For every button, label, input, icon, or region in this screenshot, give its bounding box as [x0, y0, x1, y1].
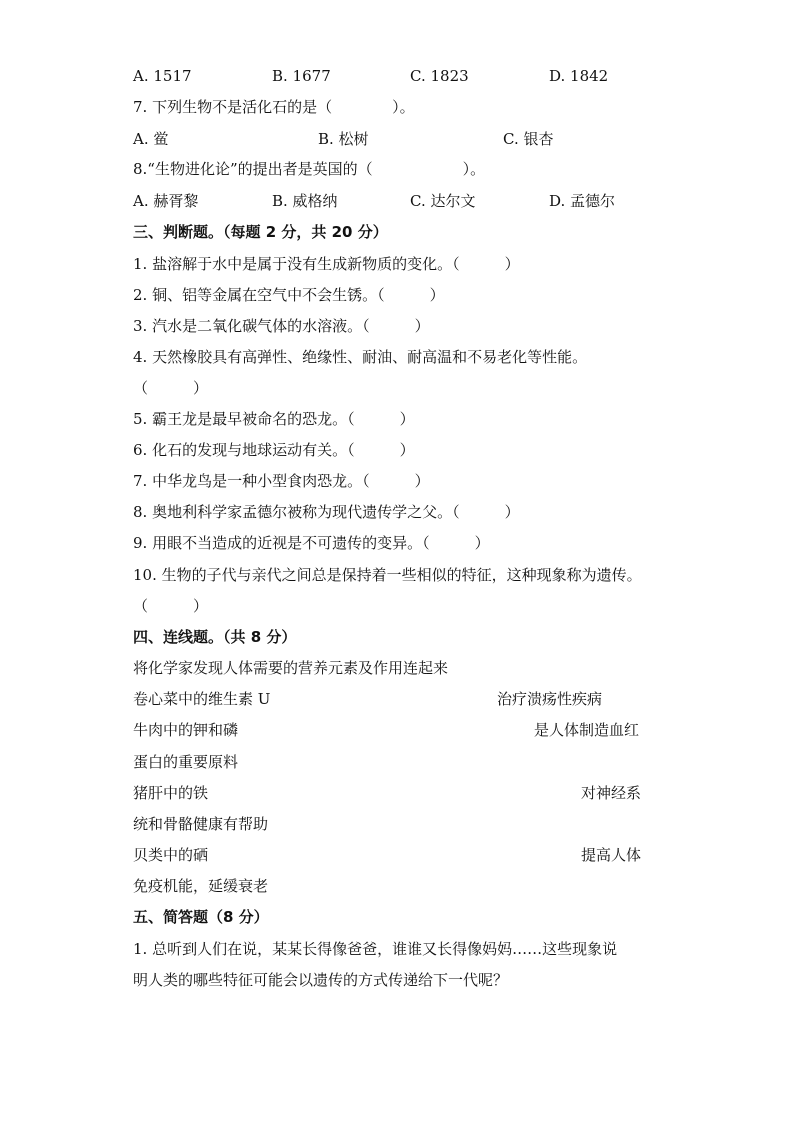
q8-option-c: C. 达尔文 — [410, 192, 476, 210]
tf-item-2: 2. 铜、铝等金属在空气中不会生锈。（ ） — [133, 286, 445, 304]
section4-heading: 四、连线题。（共 8 分） — [133, 628, 297, 646]
tf-item-5: 5. 霸王龙是最早被命名的恐龙。（ ） — [133, 410, 415, 428]
match-right-3-wrap: 统和骨骼健康有帮助 — [133, 815, 269, 833]
tf-item-6: 6. 化石的发现与地球运动有关。（ ） — [133, 441, 415, 459]
tf-item-3: 3. 汽水是二氧化碳气体的水溶液。（ ） — [133, 317, 430, 335]
matching-instruction: 将化学家发现人体需要的营养元素及作用连起来 — [133, 659, 449, 677]
q6-option-c: C. 1823 — [410, 67, 469, 85]
q7-option-c: C. 银杏 — [503, 130, 554, 148]
match-right-4: 提高人体 — [581, 846, 642, 864]
q7-question: 7. 下列生物不是活化石的是（ ）。 — [133, 98, 415, 116]
q7-option-a: A. 鲎 — [133, 130, 169, 148]
section3-heading: 三、判断题。（每题 2 分，共 20 分） — [133, 223, 388, 241]
match-left-3: 猪肝中的铁 — [133, 784, 209, 802]
tf-item-1: 1. 盐溶解于水中是属于没有生成新物质的变化。（ ） — [133, 255, 520, 273]
tf-item-8: 8. 奥地利科学家孟德尔被称为现代遗传学之父。（ ） — [133, 503, 520, 521]
tf-item-10: 10. 生物的子代与亲代之间总是保持着一些相似的特征，这种现象称为遗传。 — [133, 566, 642, 584]
match-right-1: 治疗溃疡性疾病 — [497, 690, 603, 708]
tf-item-9: 9. 用眼不当造成的近视是不可遗传的变异。（ ） — [133, 534, 490, 552]
tf-item-10-blank: （ ） — [133, 597, 209, 615]
q8-question: 8.“生物进化论”的提出者是英国的（ ）。 — [133, 160, 486, 178]
q8-option-b: B. 威格纳 — [272, 192, 338, 210]
match-left-2: 牛肉中的钾和磷 — [133, 721, 239, 739]
short-answer-q1-line1: 1. 总听到人们在说，某某长得像爸爸，谁谁又长得像妈妈……这些现象说 — [133, 940, 618, 958]
tf-item-4-blank: （ ） — [133, 379, 209, 397]
q6-option-d: D. 1842 — [549, 67, 609, 85]
q8-option-d: D. 孟德尔 — [549, 192, 616, 210]
short-answer-q1-line2: 明人类的哪些特征可能会以遗传的方式传递给下一代呢？ — [133, 971, 509, 989]
match-left-1: 卷心菜中的维生素 U — [133, 690, 271, 708]
q6-option-b: B. 1677 — [272, 67, 331, 85]
match-right-2: 是人体制造血红 — [534, 721, 640, 739]
section5-heading: 五、简答题（8 分） — [133, 908, 269, 926]
match-right-4-wrap: 免疫机能，延缓衰老 — [133, 877, 269, 895]
match-right-3: 对神经系 — [581, 784, 642, 802]
tf-item-7: 7. 中华龙鸟是一种小型食肉恐龙。（ ） — [133, 472, 430, 490]
q6-option-a: A. 1517 — [133, 67, 192, 85]
q7-option-b: B. 松树 — [318, 130, 369, 148]
match-right-2-wrap: 蛋白的重要原料 — [133, 753, 239, 771]
q8-option-a: A. 赫胥黎 — [133, 192, 199, 210]
tf-item-4: 4. 天然橡胶具有高弹性、绝缘性、耐油、耐高温和不易老化等性能。 — [133, 348, 588, 366]
match-left-4: 贝类中的硒 — [133, 846, 209, 864]
